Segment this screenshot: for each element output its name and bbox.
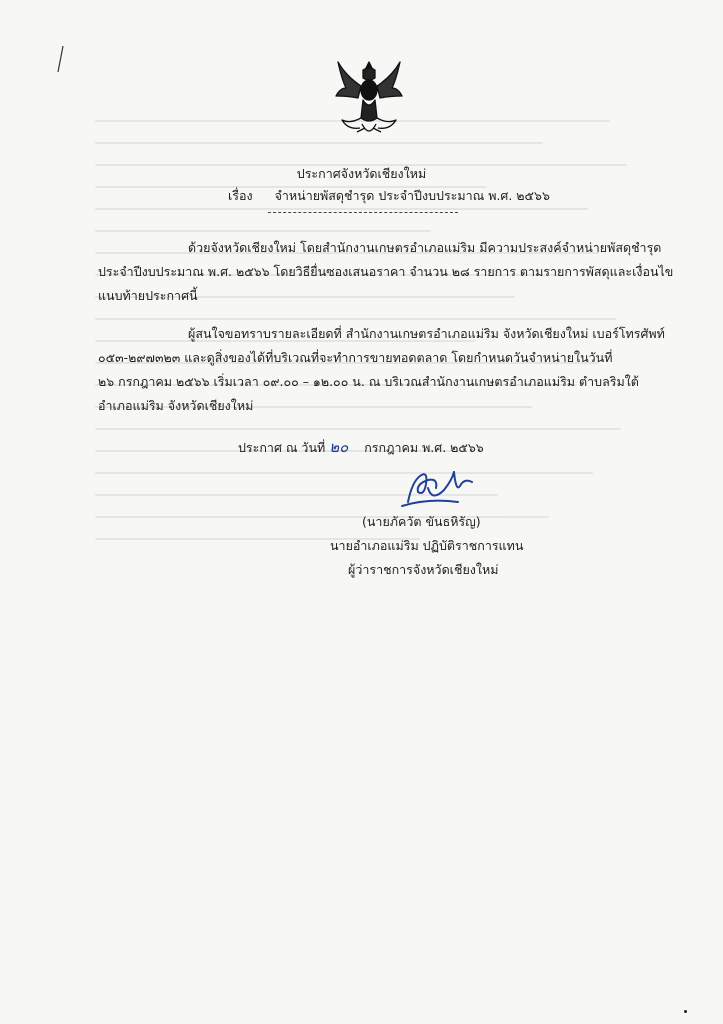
subject-text: จำหน่ายพัสดุชำรุด ประจำปีงบประมาณ พ.ศ. ๒๕๖๖ xyxy=(274,188,550,203)
handwritten-signature xyxy=(398,462,476,508)
paragraph-2-line-3: ๒๖ กรกฎาคม ๒๕๖๖ เริ่มเวลา ๐๙.๐๐ – ๑๒.๐๐ น. ณ บริเวณสำนักงานเกษตรอำเภอแม่ริม ตำบลริมใต้ xyxy=(98,374,639,389)
paragraph-1-line-1: ด้วยจังหวัดเชียงใหม่ โดยสำนักงานเกษตรอำเภอแม่ริม มีความประสงค์จำหน่ายพัสดุชำรุด xyxy=(188,240,662,255)
handwritten-day: ๒๐ xyxy=(329,438,349,456)
subject-line xyxy=(228,190,550,203)
speck xyxy=(684,1010,687,1013)
paragraph-2-line-2: ๐๕๓-๒๙๗๓๒๓ และดูสิ่งของได้ที่บริเวณที่จะทำการขายทอดตลาด โดยกำหนดวันจำหน่ายในวันที่ xyxy=(98,350,613,365)
date-prefix: ประกาศ ณ วันที่ xyxy=(238,440,326,455)
document-title: ประกาศจังหวัดเชียงใหม่ xyxy=(296,166,427,181)
announcement-date xyxy=(238,440,484,455)
paragraph-2-line-1: ผู้สนใจขอทราบรายละเอียดที่ สำนักงานเกษตรอำเภอแม่ริม จังหวัดเชียงใหม่ เบอร์โทรศัพท์ xyxy=(188,326,665,341)
signatory-position-2: ผู้ว่าราชการจังหวัดเชียงใหม่ xyxy=(348,562,499,577)
date-month-year: กรกฎาคม พ.ศ. ๒๕๖๖ xyxy=(364,440,484,455)
signatory-name: (นายภัควัต ขันธหิรัญ) xyxy=(362,514,481,529)
paragraph-1-line-2: ประจำปีงบประมาณ พ.ศ. ๒๕๖๖ โดยวิธียื่นซองเสนอราคา จำนวน ๒๘ รายการ ตามรายการพัสดุและเงื่อนไข xyxy=(98,264,674,279)
garuda-emblem-icon xyxy=(332,58,406,140)
divider xyxy=(268,212,458,213)
signatory-position-1: นายอำเภอแม่ริม ปฏิบัติราชการแทน xyxy=(330,538,524,553)
paragraph-2-line-4: อำเภอแม่ริม จังหวัดเชียงใหม่ xyxy=(98,398,254,413)
subject-label: เรื่อง xyxy=(228,188,253,203)
paragraph-1-line-3: แนบท้ายประกาศนี้ xyxy=(98,288,198,303)
pen-mark xyxy=(56,44,66,74)
